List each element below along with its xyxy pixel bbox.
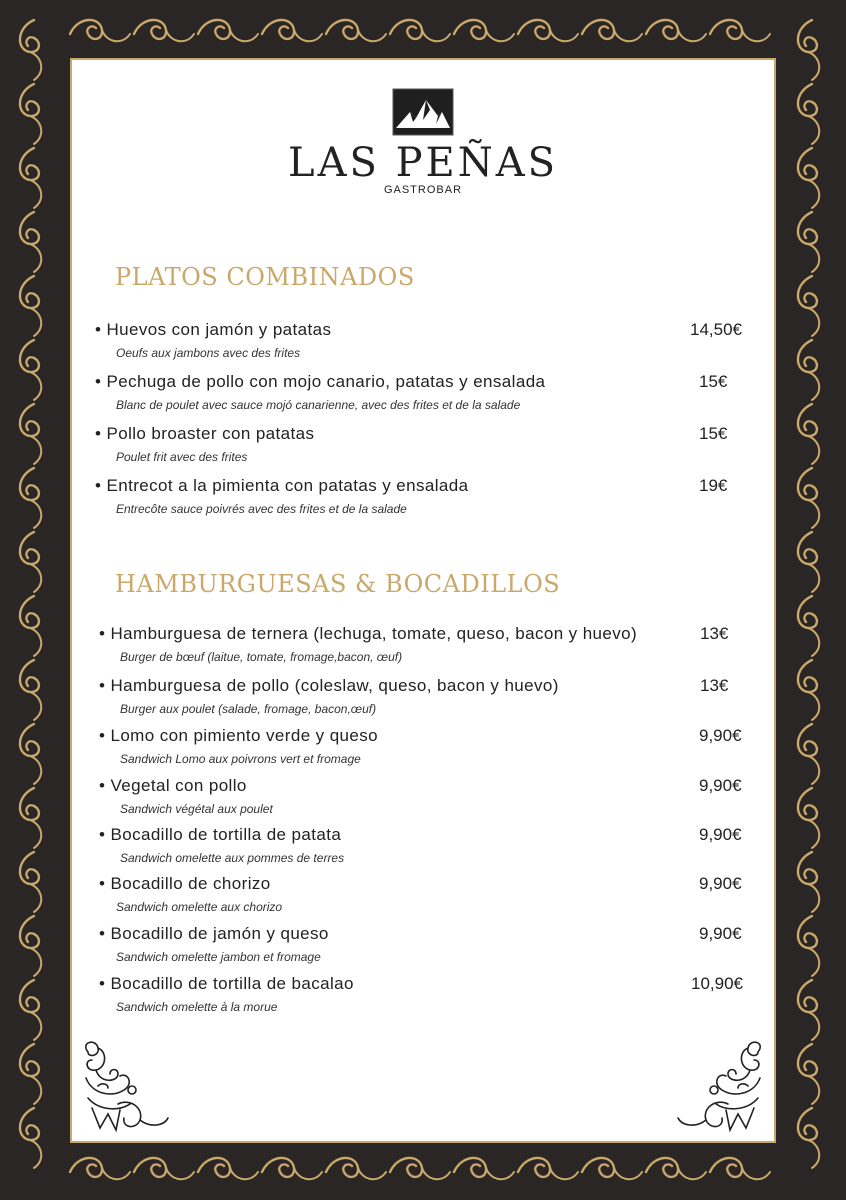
frame-swirl bbox=[798, 1108, 819, 1168]
frame-swirl bbox=[710, 20, 770, 41]
item-description: Sandwich omelette à la morue bbox=[116, 1000, 278, 1014]
corner-ornament-right bbox=[672, 1038, 768, 1134]
item-description: Burger aux poulet (salade, fromage, bacon,œuf) bbox=[120, 702, 377, 716]
frame-swirl bbox=[20, 84, 41, 144]
frame-swirl bbox=[390, 1158, 450, 1179]
menu-item bbox=[99, 726, 754, 766]
frame-swirl bbox=[20, 1108, 41, 1168]
item-description: Burger de bœuf (laitue, tomate, fromage,bacon, œuf) bbox=[120, 650, 403, 664]
brand-name: LAS PEÑAS bbox=[288, 140, 558, 186]
item-name: • Vegetal con pollo bbox=[99, 776, 247, 795]
frame-swirl bbox=[454, 20, 514, 41]
frame-swirl bbox=[798, 276, 819, 336]
frame-swirl bbox=[798, 340, 819, 400]
frame-swirl bbox=[20, 788, 41, 848]
frame-swirl bbox=[646, 20, 706, 41]
frame-swirl bbox=[20, 980, 41, 1040]
item-name: • Bocadillo de tortilla de patata bbox=[99, 825, 342, 844]
brand-logo bbox=[70, 88, 776, 196]
frame-swirl bbox=[454, 1158, 514, 1179]
frame-swirl bbox=[20, 532, 41, 592]
item-description: Sandwich omelette aux pommes de terres bbox=[120, 851, 345, 865]
menu-item bbox=[99, 874, 754, 914]
item-name: • Entrecot a la pimienta con patatas y ensalada bbox=[95, 476, 469, 495]
frame-swirl bbox=[20, 148, 41, 208]
item-price: 9,90€ bbox=[699, 726, 742, 745]
item-price: 13€ bbox=[700, 624, 729, 643]
frame-swirl bbox=[20, 852, 41, 912]
section-title-hamburguesas-bocadillos: HAMBURGUESAS & BOCADILLOS bbox=[115, 570, 561, 598]
frame-swirl bbox=[798, 468, 819, 528]
frame-swirl bbox=[582, 20, 642, 41]
frame-swirl bbox=[798, 596, 819, 656]
item-price: 9,90€ bbox=[699, 825, 742, 844]
frame-swirl bbox=[20, 20, 41, 80]
item-name: • Huevos con jamón y patatas bbox=[95, 320, 332, 339]
item-price: 9,90€ bbox=[699, 776, 742, 795]
frame-swirl bbox=[582, 1158, 642, 1179]
item-price: 15€ bbox=[699, 372, 728, 391]
item-description: Sandwich Lomo aux poivrons vert et fromage bbox=[120, 752, 361, 766]
frame-swirl bbox=[798, 980, 819, 1040]
frame-swirl bbox=[20, 468, 41, 528]
frame-swirl bbox=[134, 1158, 194, 1179]
menu-item bbox=[99, 624, 754, 664]
menu-item bbox=[99, 676, 754, 716]
item-description: Poulet frit avec des frites bbox=[116, 450, 248, 464]
frame-swirl bbox=[798, 724, 819, 784]
frame-swirl bbox=[646, 1158, 706, 1179]
item-price: 13€ bbox=[700, 676, 729, 695]
menu-page bbox=[70, 58, 776, 1143]
frame-swirl bbox=[20, 276, 41, 336]
corner-ornament-left bbox=[78, 1038, 174, 1134]
item-name: • Pechuga de pollo con mojo canario, patatas y ensalada bbox=[95, 372, 546, 391]
item-description: Oeufs aux jambons avec des frites bbox=[116, 346, 301, 360]
frame-swirl bbox=[70, 20, 130, 41]
frame-swirl bbox=[70, 1158, 130, 1179]
item-name: • Lomo con pimiento verde y queso bbox=[99, 726, 379, 745]
item-name: • Hamburguesa de pollo (coleslaw, queso, bacon y huevo) bbox=[99, 676, 559, 695]
item-price: 19€ bbox=[699, 476, 728, 495]
frame-swirl bbox=[798, 20, 819, 80]
menu-item bbox=[99, 924, 754, 964]
item-name: • Bocadillo de jamón y queso bbox=[99, 924, 329, 943]
item-price: 15€ bbox=[699, 424, 728, 443]
menu-item bbox=[99, 825, 754, 865]
frame-swirl bbox=[134, 20, 194, 41]
item-name: • Bocadillo de tortilla de bacalao bbox=[99, 974, 354, 993]
item-price: 10,90€ bbox=[691, 974, 743, 993]
item-description: Sandwich omelette aux chorizo bbox=[116, 900, 283, 914]
frame-swirl bbox=[798, 148, 819, 208]
frame-swirl bbox=[798, 404, 819, 464]
frame-swirl bbox=[198, 1158, 258, 1179]
menu-item bbox=[95, 424, 750, 464]
brand-subtitle: GASTROBAR bbox=[383, 184, 463, 196]
frame-swirl bbox=[262, 20, 322, 41]
frame-swirl bbox=[20, 404, 41, 464]
menu-item bbox=[95, 372, 750, 412]
frame-swirl bbox=[390, 20, 450, 41]
frame-swirl bbox=[798, 660, 819, 720]
item-price: 9,90€ bbox=[699, 924, 742, 943]
frame-swirl bbox=[798, 916, 819, 976]
frame-swirl bbox=[798, 788, 819, 848]
section-title-platos-combinados: PLATOS COMBINADOS bbox=[115, 263, 415, 291]
item-name: • Bocadillo de chorizo bbox=[99, 874, 271, 893]
frame-swirl bbox=[798, 1044, 819, 1104]
frame-swirl bbox=[518, 1158, 578, 1179]
frame-swirl bbox=[798, 852, 819, 912]
item-description: Sandwich omelette jambon et fromage bbox=[116, 950, 321, 964]
item-name: • Hamburguesa de ternera (lechuga, tomate, queso, bacon y huevo) bbox=[99, 624, 638, 643]
frame-swirl bbox=[20, 596, 41, 656]
frame-swirl bbox=[710, 1158, 770, 1179]
item-price: 9,90€ bbox=[699, 874, 742, 893]
frame-swirl bbox=[20, 340, 41, 400]
item-price: 14,50€ bbox=[690, 320, 742, 339]
frame-swirl bbox=[798, 212, 819, 272]
frame-swirl bbox=[20, 212, 41, 272]
frame-swirl bbox=[20, 724, 41, 784]
menu-item bbox=[95, 320, 750, 360]
item-name: • Pollo broaster con patatas bbox=[95, 424, 315, 443]
item-description: Entrecôte sauce poivrés avec des frites et de la salade bbox=[116, 502, 407, 516]
frame-swirl bbox=[326, 20, 386, 41]
frame-swirl bbox=[20, 916, 41, 976]
frame-swirl bbox=[798, 532, 819, 592]
frame-swirl bbox=[20, 1044, 41, 1104]
mountain-icon bbox=[392, 88, 454, 136]
menu-item bbox=[99, 776, 754, 816]
menu-item bbox=[99, 974, 754, 1014]
frame-swirl bbox=[262, 1158, 322, 1179]
frame-swirl bbox=[326, 1158, 386, 1179]
item-description: Sandwich végétal aux poulet bbox=[120, 802, 273, 816]
frame-swirl bbox=[518, 20, 578, 41]
frame-swirl bbox=[798, 84, 819, 144]
item-description: Blanc de poulet avec sauce mojó canarienne, avec des frites et de la salade bbox=[116, 398, 521, 412]
frame-swirl bbox=[198, 20, 258, 41]
frame-swirl bbox=[20, 660, 41, 720]
menu-item bbox=[95, 476, 750, 516]
